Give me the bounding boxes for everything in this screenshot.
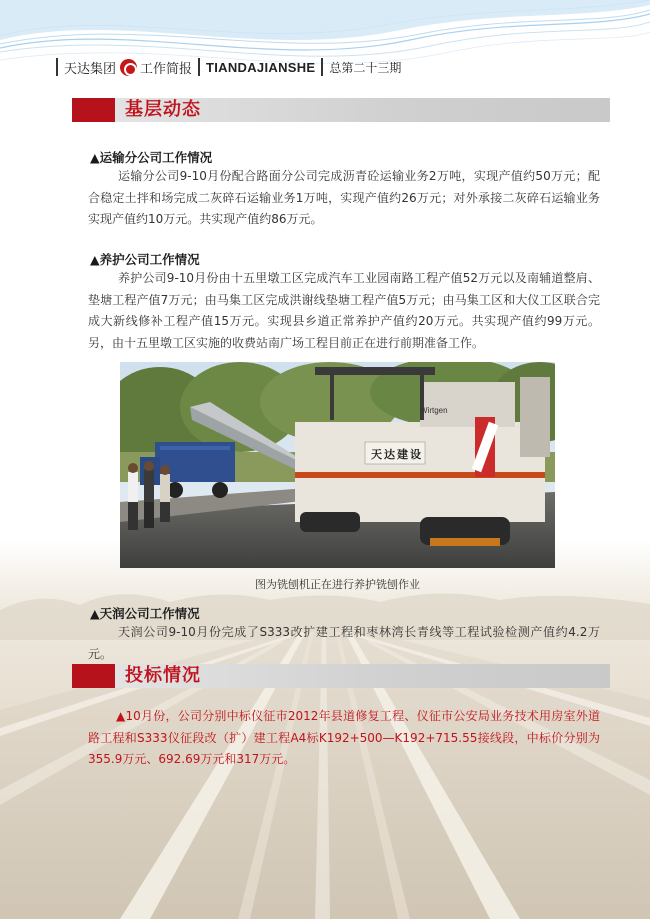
company-logo-icon	[120, 59, 137, 76]
paragraph-bidding: ▲10月份，公司分别中标仪征市2012年县道修复工程、仪征市公安局业务技术用房室外道路工程和S333仪征段改（扩）建工程A4标K192+500—K192+715.55接线段，中标价分别为355.9万元、692.69万元和317万元。	[88, 709, 600, 766]
heading-red-block	[72, 98, 115, 122]
header-bar	[50, 56, 401, 78]
machine-brand-label: Wirtgen	[420, 406, 448, 415]
paragraph-tianrun: 天润公司9-10月份完成了S333改扩建工程和枣林湾长青线等工程试验检测产值约4.2万元。	[88, 625, 600, 661]
heading-red-block	[72, 664, 115, 688]
section-title: 基层动态	[125, 99, 201, 120]
machine-side-label: 天达建设	[371, 448, 423, 461]
milling-machine-photo	[120, 362, 555, 568]
subsection-title-tianrun: ▲天润公司工作情况	[90, 606, 200, 621]
header-separator	[56, 58, 58, 76]
issue-number: 总第二十三期	[329, 60, 402, 75]
photo-caption: 图为铣刨机正在进行养护铣刨作业	[255, 578, 420, 591]
subsection-title-transport: ▲运输分公司工作情况	[90, 150, 213, 165]
header-separator	[321, 58, 323, 76]
page-header	[0, 0, 650, 90]
publication-name: 工作简报	[140, 61, 193, 77]
company-name: 天达集团	[64, 61, 117, 77]
paragraph-transport: 运输分公司9-10月份配合路面分公司完成沥青砼运输业务2万吨，实现产值约50万元；配合稳定土拌和场完成二灰碎石运输业务1万吨，实现产值约26万元；对外承接二灰碎石运输业务实现产值约10万元。共实现产值约86万元。	[88, 169, 600, 226]
header-separator	[198, 58, 200, 76]
section-heading-grassroots	[72, 98, 610, 122]
section-title: 投标情况	[125, 665, 201, 686]
subsection-title-maintenance: ▲养护公司工作情况	[90, 252, 200, 267]
section-heading-bidding	[72, 664, 610, 688]
paragraph-maintenance: 养护公司9-10月份由十五里墩工区完成汽车工业园南路工程产值52万元以及南辅道整肩、垫塘工程产值7万元；由马集工区完成洪谢线垫塘工程产值5万元；由马集工区和大仪工区联合完成大新线修补工程产值15万元。实现县乡道正常养护产值约20万元。共实现产值约99万元。另，由十五里墩工区实施的收费站南广场工程目前正在进行前期准备工作。	[88, 271, 600, 350]
brand-english-name: TIANDAJIANSHE	[206, 59, 316, 75]
